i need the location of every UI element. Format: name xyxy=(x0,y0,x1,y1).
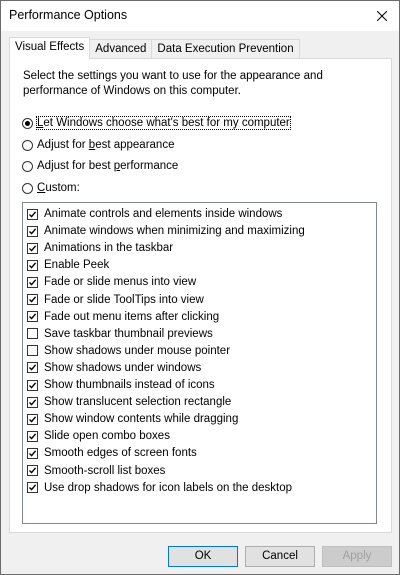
checkmark-icon xyxy=(28,466,37,475)
checkmark-icon xyxy=(28,398,37,407)
checkbox-checked[interactable] xyxy=(27,431,38,442)
checkmark-icon xyxy=(28,312,37,321)
checkbox-checked[interactable] xyxy=(27,226,38,237)
effect-label: Show window contents while dragging xyxy=(44,413,239,426)
checkbox-checked[interactable] xyxy=(27,465,38,476)
checkmark-icon xyxy=(28,210,37,219)
radio-label xyxy=(37,139,174,151)
effect-list-item[interactable] xyxy=(27,428,170,444)
effect-list-item[interactable] xyxy=(27,343,230,359)
checkmark-icon xyxy=(28,295,37,304)
checkbox-checked[interactable] xyxy=(27,380,38,391)
effect-list-item[interactable] xyxy=(27,240,173,256)
checkbox-checked[interactable] xyxy=(27,311,38,322)
effect-label: Show shadows under mouse pointer xyxy=(44,344,231,357)
radio-label-accelerator: C xyxy=(37,182,46,194)
checkmark-icon xyxy=(28,381,37,390)
effect-list-item[interactable] xyxy=(27,445,197,461)
radio-let-windows-choose[interactable] xyxy=(22,115,290,131)
effect-list-item[interactable] xyxy=(27,309,219,325)
effects-listbox[interactable] xyxy=(22,202,377,524)
description-text: Select the settings you want to use for the appearance and performance of Windows on this computer. xyxy=(23,70,323,97)
radio-button[interactable] xyxy=(22,140,33,151)
radio-best-appearance[interactable] xyxy=(22,137,174,153)
apply-button[interactable]: Apply xyxy=(322,546,392,567)
checkmark-icon xyxy=(28,449,37,458)
effect-label: Show thumbnails instead of icons xyxy=(44,379,215,391)
checkbox-checked[interactable] xyxy=(27,209,38,220)
effect-label: Smooth-scroll list boxes xyxy=(44,464,166,477)
close-button[interactable] xyxy=(365,1,399,31)
effect-list-item[interactable] xyxy=(27,394,231,410)
effect-list-item[interactable] xyxy=(27,480,292,496)
effect-label: Animate controls and elements inside windows xyxy=(44,208,283,220)
effect-label: Slide open combo boxes xyxy=(44,430,170,443)
cancel-button[interactable]: Cancel xyxy=(245,546,315,567)
checkbox-checked[interactable] xyxy=(27,243,38,254)
radio-label xyxy=(37,117,290,129)
checkmark-icon xyxy=(28,483,37,492)
radio-label-text: Adjust for best xyxy=(37,160,114,172)
ok-button[interactable]: OK xyxy=(168,546,238,567)
checkmark-icon xyxy=(28,227,37,236)
radio-label-text: est appearance xyxy=(95,139,175,151)
radio-label xyxy=(37,182,80,194)
effect-list-item[interactable] xyxy=(27,223,305,239)
checkmark-icon xyxy=(28,363,37,372)
effect-label: Show translucent selection rectangle xyxy=(44,396,232,409)
close-icon xyxy=(377,11,387,21)
radio-button[interactable] xyxy=(22,183,33,194)
radio-label-accelerator: p xyxy=(113,160,121,172)
tab-visual-effects[interactable]: Visual Effects xyxy=(9,37,90,59)
radio-button[interactable] xyxy=(22,118,33,129)
effect-list-item[interactable] xyxy=(27,292,204,308)
title-bar xyxy=(1,1,399,31)
checkbox-checked[interactable] xyxy=(27,448,38,459)
radio-label-text: et Windows choose what's best for my computer xyxy=(43,117,290,129)
effect-label: Animations in the taskbar xyxy=(44,242,174,255)
checkmark-icon xyxy=(28,415,37,424)
tab-strip xyxy=(9,38,299,58)
tab-data-execution-prevention[interactable]: Data Execution Prevention xyxy=(151,39,299,59)
checkmark-icon xyxy=(28,261,37,270)
effect-list-item[interactable] xyxy=(27,360,201,376)
checkmark-icon xyxy=(28,278,37,287)
effect-list-item[interactable] xyxy=(27,257,109,273)
effect-label: Save taskbar thumbnail previews xyxy=(44,327,213,340)
checkmark-icon xyxy=(28,432,37,441)
effect-list-item[interactable] xyxy=(27,274,196,290)
radio-best-performance[interactable] xyxy=(22,158,178,174)
effect-list-item[interactable] xyxy=(27,463,165,479)
checkbox-checked[interactable] xyxy=(27,362,38,373)
effect-label: Enable Peek xyxy=(44,259,110,272)
effect-list-item[interactable] xyxy=(27,326,213,342)
radio-label-accelerator: b xyxy=(88,139,96,151)
checkbox-checked[interactable] xyxy=(27,277,38,288)
checkbox-unchecked[interactable] xyxy=(27,345,38,356)
radio-label-accelerator: L xyxy=(37,117,44,129)
checkbox-checked[interactable] xyxy=(27,482,38,493)
checkmark-icon xyxy=(28,244,37,253)
checkbox-checked[interactable] xyxy=(27,260,38,271)
effect-label: Use drop shadows for icon labels on the desktop xyxy=(44,481,293,494)
checkbox-unchecked[interactable] xyxy=(27,328,38,339)
effect-label: Show shadows under windows xyxy=(44,361,202,374)
radio-label-text: erformance xyxy=(120,160,179,172)
checkbox-checked[interactable] xyxy=(27,414,38,425)
effect-list-item[interactable] xyxy=(27,411,238,427)
radio-button[interactable] xyxy=(22,161,33,172)
radio-label xyxy=(37,160,178,172)
effect-label: Fade or slide ToolTips into view xyxy=(44,293,204,306)
visual-effects-panel xyxy=(9,58,392,533)
radio-label-text: ustom: xyxy=(45,182,80,194)
effect-label: Animate windows when minimizing and maximizing xyxy=(44,225,305,238)
window-title: Performance Options xyxy=(9,8,128,22)
effect-label: Smooth edges of screen fonts xyxy=(44,447,197,460)
tab-advanced[interactable]: Advanced xyxy=(89,39,152,59)
checkbox-checked[interactable] xyxy=(27,397,38,408)
checkbox-checked[interactable] xyxy=(27,294,38,305)
effect-label: Fade out menu items after clicking xyxy=(44,310,220,323)
radio-custom[interactable] xyxy=(22,180,80,196)
effect-label: Fade or slide menus into view xyxy=(44,276,197,289)
effect-list-item[interactable] xyxy=(27,206,282,222)
effect-list-item[interactable] xyxy=(27,377,215,393)
radio-label-text: Adjust for xyxy=(37,139,89,151)
